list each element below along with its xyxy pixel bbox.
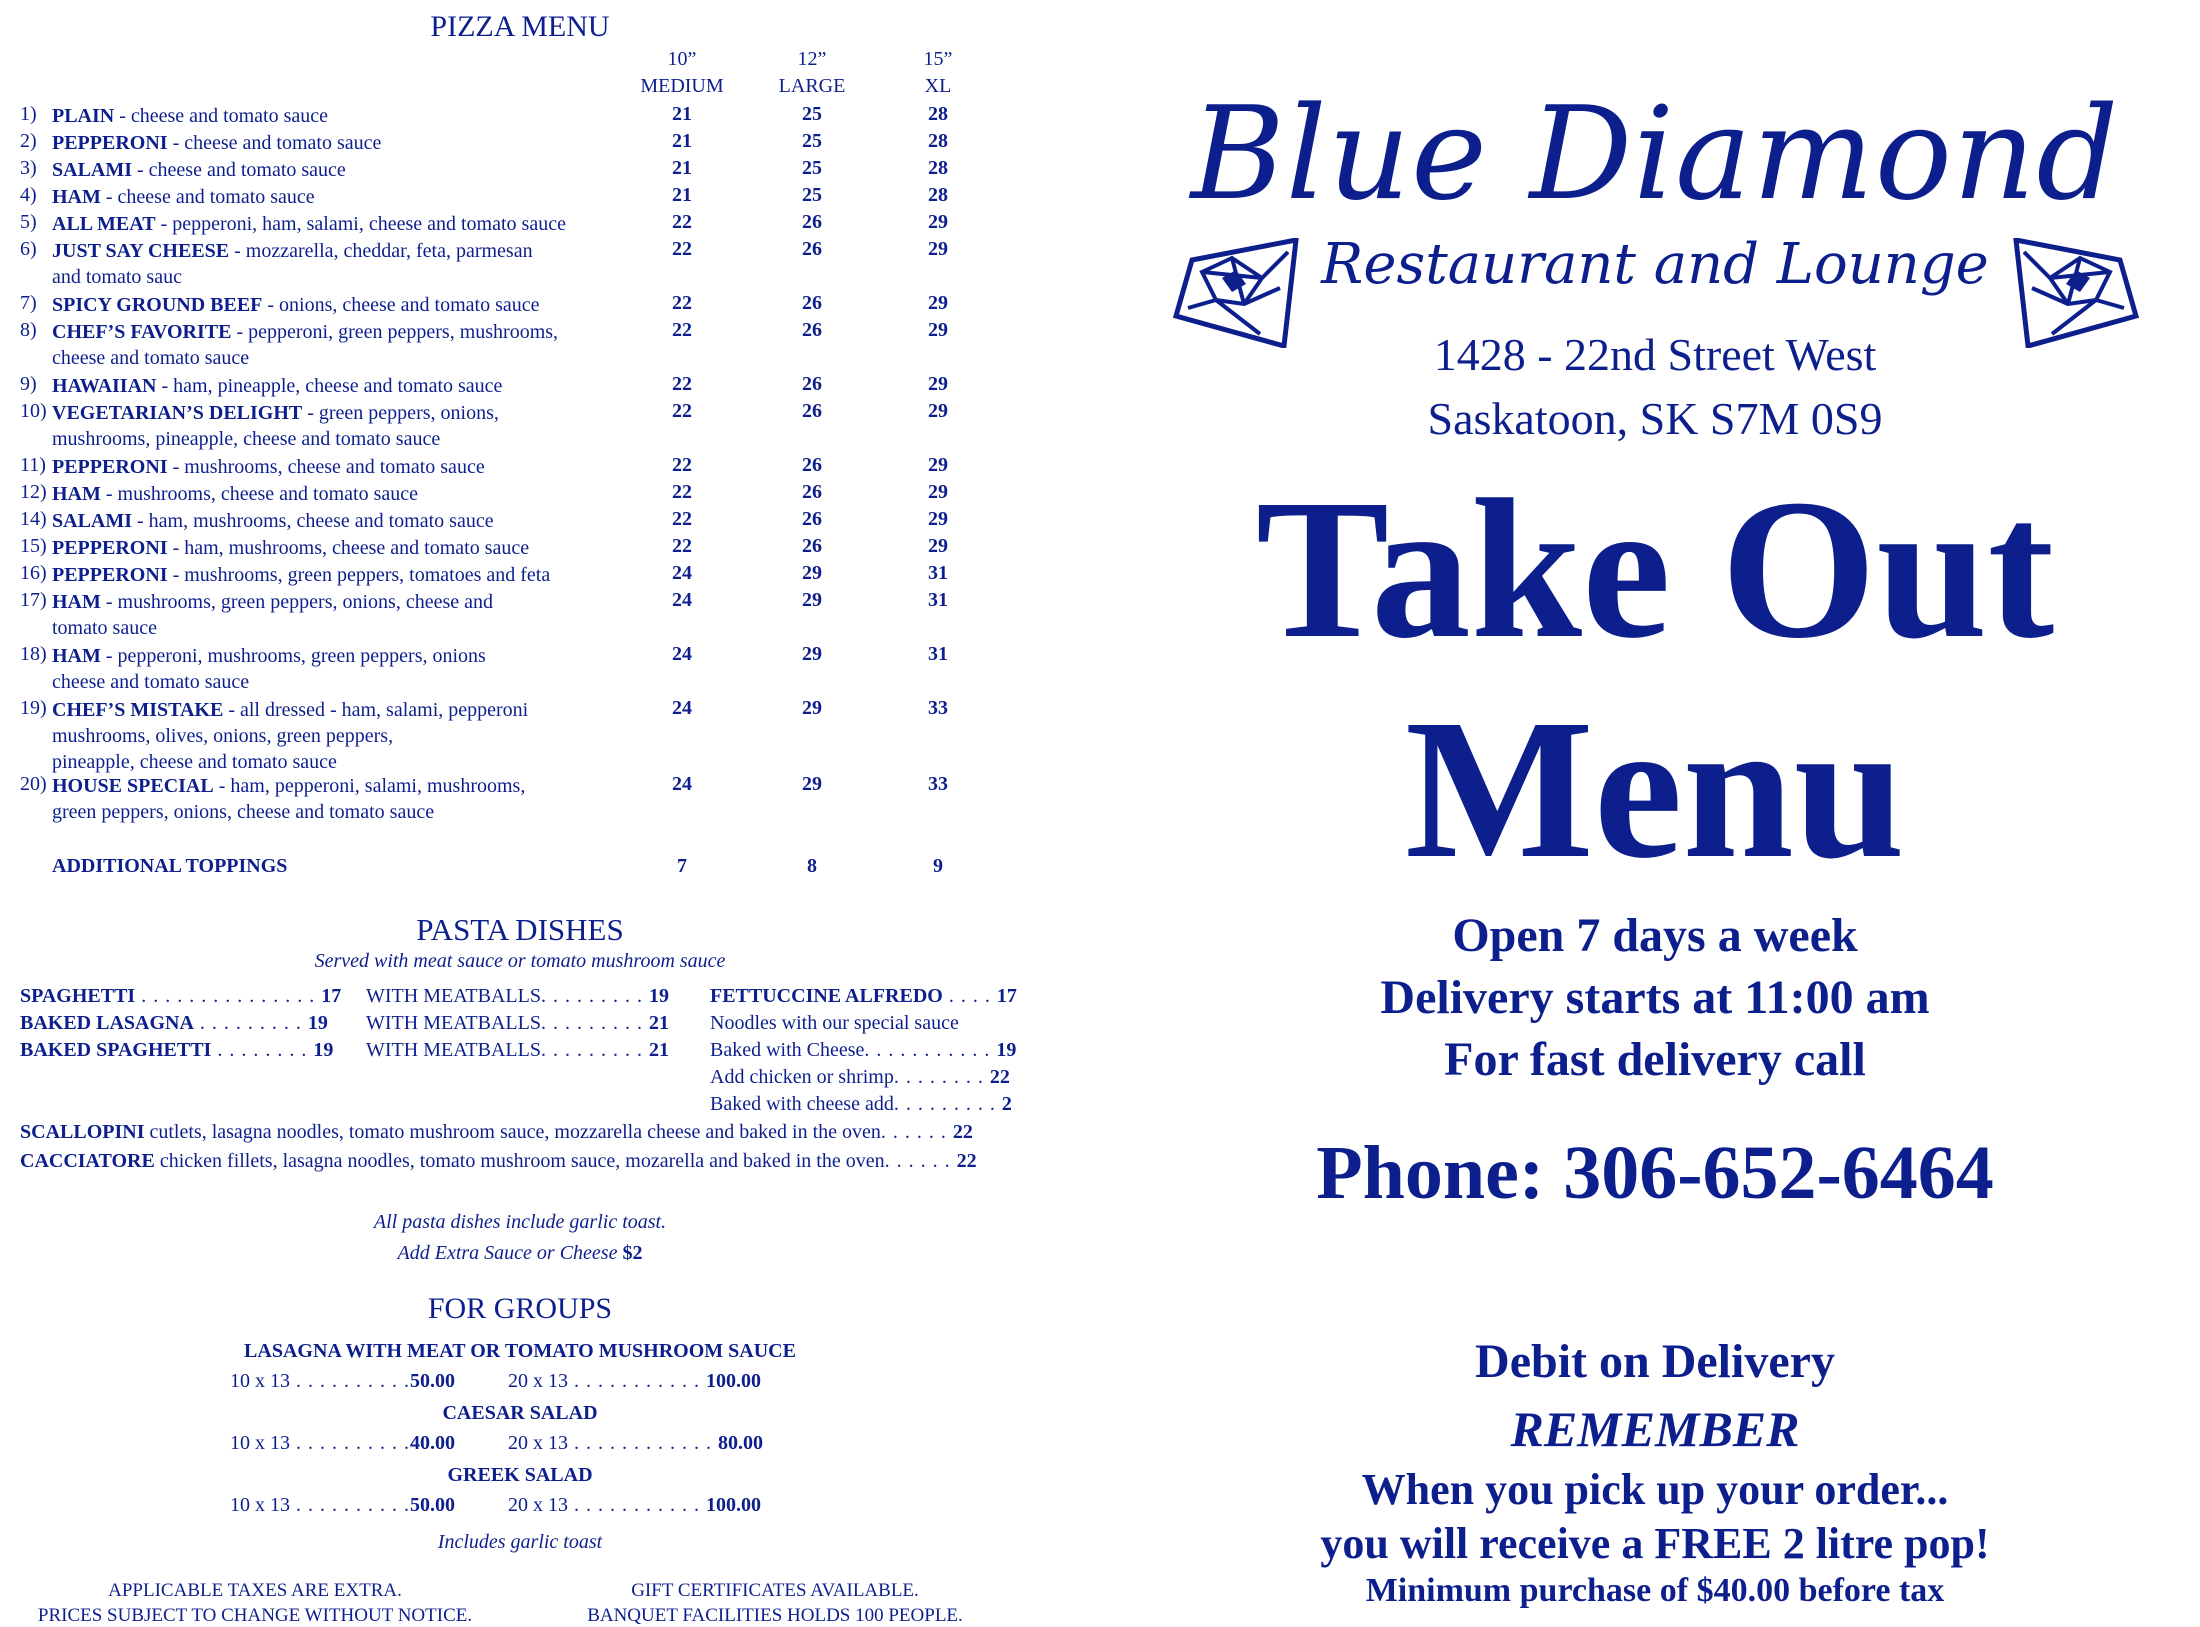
delivery-start: Delivery starts at 11:00 am: [1380, 971, 1930, 1024]
remember-heading: REMEMBER: [1510, 1401, 1800, 1457]
pizza-item-number: 16): [20, 562, 47, 584]
pizza-price: 24: [672, 643, 692, 665]
pizza-price: 31: [928, 562, 948, 584]
pizza-item: CHEF’S FAVORITE - pepperoni, green peppers, mushrooms, cheese and tomato sauce: [52, 321, 559, 369]
pizza-price: 21: [672, 157, 692, 179]
pizza-price: 29: [928, 508, 948, 530]
pizza-item-number: 11): [20, 454, 46, 476]
pizza-item: PEPPERONI - cheese and tomato sauce: [52, 132, 382, 154]
pizza-price: 24: [672, 562, 692, 584]
pizza-price: 25: [802, 103, 822, 125]
pizza-price: 28: [928, 184, 948, 206]
pizza-price: 22: [672, 373, 692, 395]
headline-menu: Menu: [1405, 679, 1905, 900]
pizza-item-number: 12): [20, 481, 47, 503]
pizza-item: PLAIN - cheese and tomato sauce: [52, 105, 329, 127]
pizza-item-number: 20): [20, 773, 47, 795]
pizza-item-number: 18): [20, 643, 47, 665]
group-price-large: 20 x 13 . . . . . . . . . . . . 80.00: [508, 1432, 763, 1454]
brand-name: Blue Diamond: [1190, 80, 2120, 229]
size-header-xl-inch: 15”: [923, 48, 953, 70]
pizza-price: 24: [672, 697, 692, 719]
pasta-subtitle: Served with meat sauce or tomato mushroom sauce: [314, 950, 726, 972]
pasta-meatballs-item: WITH MEATBALLS. . . . . . . . . 19: [366, 985, 669, 1007]
pizza-price: 31: [928, 589, 948, 611]
pizza-price: 28: [928, 157, 948, 179]
phone-number: Phone: 306-652-6464: [1316, 1131, 1994, 1215]
group-item-name: GREEK SALAD: [447, 1464, 593, 1486]
pizza-price: 25: [802, 184, 822, 206]
footer-gift-certificates: GIFT CERTIFICATES AVAILABLE.: [631, 1580, 919, 1601]
pizza-price: 22: [672, 454, 692, 476]
open-days: Open 7 days a week: [1452, 909, 1858, 962]
pizza-price: 24: [672, 589, 692, 611]
promo-free-pop: you will receive a FREE 2 litre pop!: [1320, 1519, 1990, 1568]
group-price-small: 10 x 13 . . . . . . . . . .40.00: [230, 1432, 455, 1454]
pizza-price: 21: [672, 103, 692, 125]
pizza-item: JUST SAY CHEESE - mozzarella, cheddar, feta, parmesan and tomato sauc: [52, 240, 533, 288]
pasta-meatballs-item: WITH MEATBALLS. . . . . . . . . 21: [366, 1039, 669, 1061]
pizza-price: 22: [672, 400, 692, 422]
group-price-small: 10 x 13 . . . . . . . . . .50.00: [230, 1494, 455, 1516]
pizza-price: 29: [928, 211, 948, 233]
address-street: 1428 - 22nd Street West: [1433, 329, 1877, 380]
brand-tagline: Restaurant and Lounge: [1321, 232, 1989, 297]
pizza-item-number: 1): [20, 103, 37, 125]
pizza-item: SALAMI - ham, mushrooms, cheese and tomato sauce: [52, 510, 494, 532]
pizza-price: 29: [802, 773, 822, 795]
pizza-price: 29: [928, 535, 948, 557]
promo-pickup: When you pick up your order...: [1361, 1465, 1949, 1514]
pizza-price: 29: [802, 589, 822, 611]
pizza-price: 26: [802, 319, 822, 341]
pizza-price: 31: [928, 643, 948, 665]
delivery-call: For fast delivery call: [1444, 1033, 1866, 1086]
pizza-price: 29: [928, 238, 948, 260]
menu-left-page: [0, 0, 1040, 1626]
groups-garlic-toast-note: Includes garlic toast: [437, 1531, 603, 1553]
pasta-item: BAKED SPAGHETTI . . . . . . . . 19: [20, 1039, 334, 1061]
group-price-small: 10 x 13 . . . . . . . . . .50.00: [230, 1370, 455, 1392]
cacciatore-item: CACCIATORE chicken fillets, lasagna noodles, tomato mushroom sauce, mozarella and baked in the oven. . . . . . 22: [20, 1150, 977, 1172]
toppings-price-xl: 9: [933, 855, 943, 877]
pizza-price: 22: [672, 481, 692, 503]
pizza-price: 29: [928, 454, 948, 476]
fettuccine-option: Baked with Cheese. . . . . . . . . . . 19: [710, 1039, 1017, 1061]
menu-cover-page: [1110, 0, 2200, 1618]
pizza-price: 25: [802, 130, 822, 152]
pizza-item: ALL MEAT - pepperoni, ham, salami, cheese and tomato sauce: [52, 213, 566, 235]
promo-minimum: Minimum purchase of $40.00 before tax: [1365, 1572, 1945, 1609]
pizza-price: 26: [802, 535, 822, 557]
pizza-item: PEPPERONI - mushrooms, cheese and tomato sauce: [52, 456, 485, 478]
pizza-price: 24: [672, 773, 692, 795]
fettuccine-description: Noodles with our special sauce: [710, 1012, 959, 1034]
pizza-item: PEPPERONI - ham, mushrooms, cheese and tomato sauce: [52, 537, 530, 559]
pizza-price: 21: [672, 130, 692, 152]
pizza-price: 29: [802, 643, 822, 665]
pizza-item-number: 14): [20, 508, 47, 530]
for-groups-title: FOR GROUPS: [427, 1292, 613, 1325]
pizza-item-number: 2): [20, 130, 37, 152]
pizza-price: 33: [928, 773, 948, 795]
toppings-price-large: 8: [807, 855, 817, 877]
pizza-item: VEGETARIAN’S DELIGHT - green peppers, onions, mushrooms, pineapple, cheese and tomato sauce: [52, 402, 499, 450]
fettuccine-option: Baked with cheese add. . . . . . . . . 2: [710, 1093, 1012, 1115]
pasta-item: BAKED LASAGNA . . . . . . . . . 19: [20, 1012, 328, 1034]
scallopini-item: SCALLOPINI cutlets, lasagna noodles, tomato mushroom sauce, mozzarella cheese and baked in the oven. . . . . . 22: [20, 1121, 973, 1143]
pasta-item: SPAGHETTI . . . . . . . . . . . . . . . 17: [20, 985, 342, 1007]
pizza-item-number: 6): [20, 238, 37, 260]
pizza-price: 22: [672, 211, 692, 233]
pizza-price: 26: [802, 454, 822, 476]
pizza-price: 28: [928, 103, 948, 125]
debit-on-delivery: Debit on Delivery: [1475, 1335, 1835, 1388]
pizza-price: 25: [802, 157, 822, 179]
pasta-meatballs-item: WITH MEATBALLS. . . . . . . . . 21: [366, 1012, 669, 1034]
pizza-price: 33: [928, 697, 948, 719]
pizza-item: SPICY GROUND BEEF - onions, cheese and tomato sauce: [52, 294, 540, 316]
pizza-price: 22: [672, 238, 692, 260]
address-city: Saskatoon, SK S7M 0S9: [1427, 393, 1883, 444]
pizza-price: 22: [672, 535, 692, 557]
pizza-price: 29: [802, 562, 822, 584]
pizza-item-number: 5): [20, 211, 37, 233]
pizza-price: 26: [802, 481, 822, 503]
extra-sauce-note: Add Extra Sauce or Cheese $2: [397, 1242, 643, 1264]
pizza-price: 26: [802, 211, 822, 233]
pizza-price: 26: [802, 292, 822, 314]
group-price-large: 20 x 13 . . . . . . . . . . . 100.00: [508, 1494, 761, 1516]
pizza-item-number: 7): [20, 292, 37, 314]
size-header-medium-inch: 10”: [667, 48, 697, 70]
pizza-price: 22: [672, 508, 692, 530]
fettuccine-alfredo: FETTUCCINE ALFREDO . . . . 17: [710, 985, 1017, 1007]
pizza-price: 26: [802, 400, 822, 422]
pizza-price: 28: [928, 130, 948, 152]
pizza-price: 29: [928, 292, 948, 314]
pizza-item-number: 9): [20, 373, 37, 395]
pizza-price: 26: [802, 508, 822, 530]
pizza-item: HOUSE SPECIAL - ham, pepperoni, salami, mushrooms, green peppers, onions, cheese and tomato sauce: [52, 775, 526, 823]
pizza-price: 26: [802, 373, 822, 395]
pizza-item-number: 8): [20, 319, 37, 341]
footer-banquet: BANQUET FACILITIES HOLDS 100 PEOPLE.: [587, 1605, 963, 1626]
pizza-price: 22: [672, 319, 692, 341]
footer-taxes: APPLICABLE TAXES ARE EXTRA.: [108, 1580, 402, 1601]
pasta-dishes-title: PASTA DISHES: [416, 912, 624, 947]
pizza-item: HAM - mushrooms, cheese and tomato sauce: [52, 483, 419, 505]
pizza-item: PEPPERONI - mushrooms, green peppers, tomatoes and feta: [52, 564, 551, 586]
pizza-price: 29: [928, 481, 948, 503]
pizza-item-number: 17): [20, 589, 47, 611]
pizza-price: 21: [672, 184, 692, 206]
pasta-garlic-toast-note: All pasta dishes include garlic toast.: [373, 1211, 667, 1233]
size-header-large: LARGE: [778, 75, 846, 97]
pizza-price: 29: [928, 373, 948, 395]
footer-prices-change: PRICES SUBJECT TO CHANGE WITHOUT NOTICE.: [37, 1605, 473, 1626]
pizza-price: 26: [802, 238, 822, 260]
size-header-xl: XL: [924, 75, 952, 97]
pizza-item: HAM - pepperoni, mushrooms, green peppers, onions cheese and tomato sauce: [52, 645, 486, 693]
pizza-price: 29: [928, 400, 948, 422]
size-header-medium: MEDIUM: [640, 75, 724, 97]
toppings-price-medium: 7: [677, 855, 687, 877]
fettuccine-option: Add chicken or shrimp. . . . . . . . 22: [710, 1066, 1010, 1088]
pizza-menu-title: PIZZA MENU: [430, 10, 610, 43]
pizza-item-number: 10): [20, 400, 47, 422]
pizza-item-number: 3): [20, 157, 37, 179]
pizza-price: 29: [928, 319, 948, 341]
size-header-large-inch: 12”: [797, 48, 827, 70]
headline-take-out: Take Out: [1255, 459, 2055, 680]
additional-toppings-label: ADDITIONAL TOPPINGS: [52, 855, 288, 877]
pizza-item: CHEF’S MISTAKE - all dressed - ham, salami, pepperoni mushrooms, olives, onions, green peppers, pineapple, cheese and tomato sauce: [52, 699, 529, 773]
pizza-item-number: 15): [20, 535, 47, 557]
group-price-large: 20 x 13 . . . . . . . . . . . 100.00: [508, 1370, 761, 1392]
pizza-item-number: 19): [20, 697, 47, 719]
group-item-name: LASAGNA WITH MEAT OR TOMATO MUSHROOM SAUCE: [244, 1340, 796, 1362]
pizza-item-number: 4): [20, 184, 37, 206]
group-item-name: CAESAR SALAD: [442, 1402, 598, 1424]
pizza-item: HAM - cheese and tomato sauce: [52, 186, 315, 208]
pizza-item: SALAMI - cheese and tomato sauce: [52, 159, 346, 181]
pizza-item: HAM - mushrooms, green peppers, onions, cheese and tomato sauce: [52, 591, 494, 639]
pizza-item: HAWAIIAN - ham, pineapple, cheese and tomato sauce: [52, 375, 503, 397]
pizza-price: 29: [802, 697, 822, 719]
pizza-price: 22: [672, 292, 692, 314]
